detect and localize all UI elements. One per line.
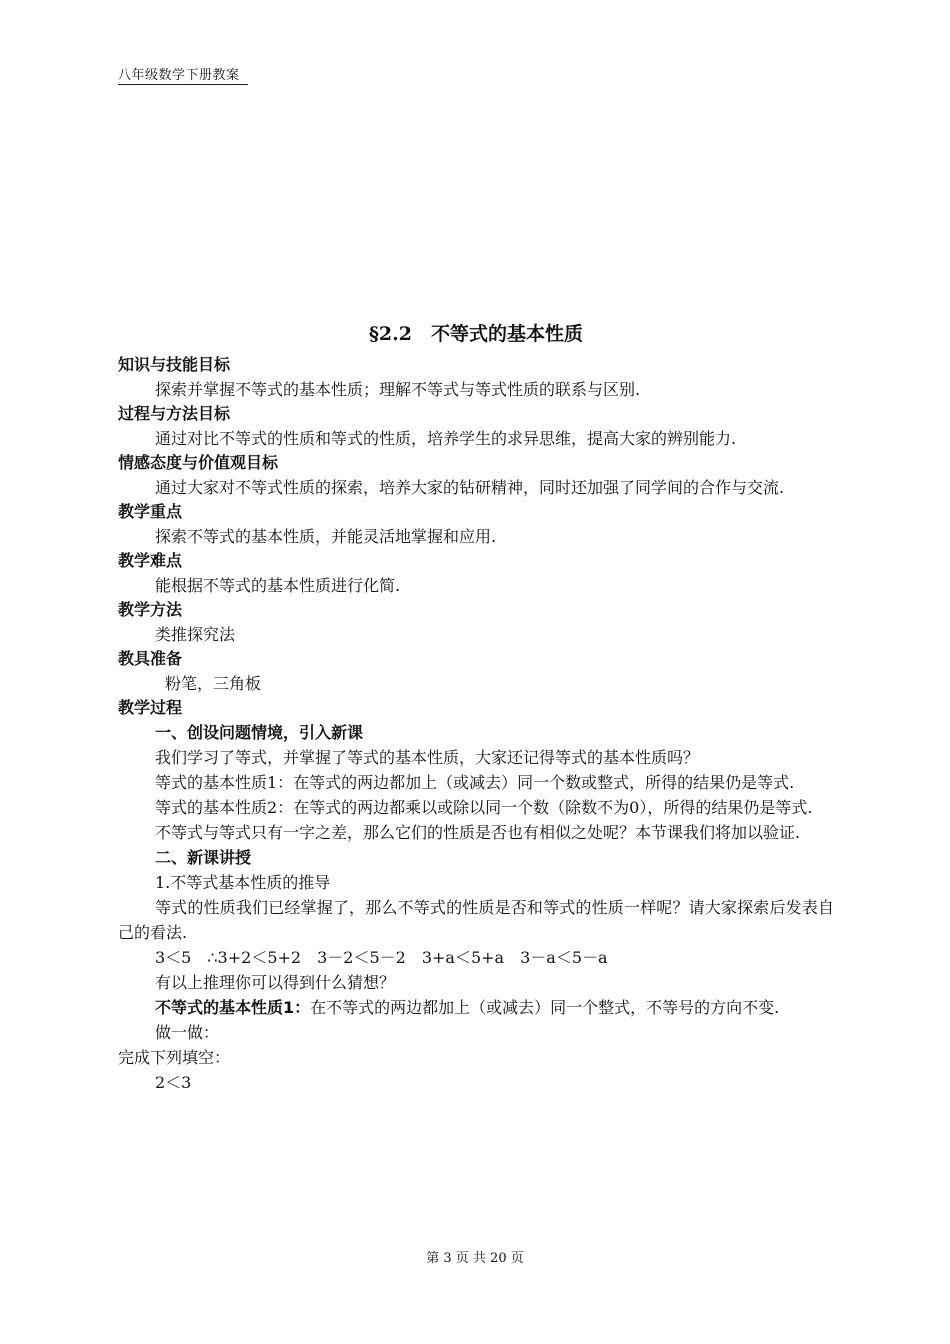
paragraph: 完成下列填空： [118, 1048, 231, 1067]
paragraph: 能根据不等式的基本性质进行化简. [155, 576, 401, 595]
heading-process: 教学过程 [118, 698, 183, 717]
inequality-d: 3+a＜5+a [421, 948, 505, 967]
property-1-text: 在不等式的两边都加上（或减去）同一个整式，不等号的方向不变. [310, 998, 780, 1017]
inequality-a: 3＜5 [155, 948, 192, 967]
paragraph: 探索并掌握不等式的基本性质；理解不等式与等式性质的联系与区别. [155, 380, 641, 399]
page-title: §2.2 不等式的基本性质 [369, 323, 583, 345]
inequality-e: 3－a＜5－a [520, 948, 608, 967]
heading-method: 教学方法 [118, 600, 183, 619]
paragraph: 我们学习了等式，并掌握了等式的基本性质，大家还记得等式的基本性质吗？ [155, 748, 700, 767]
inequality-b: ∴3+2＜5+2 [207, 948, 302, 967]
heading-materials: 教具准备 [118, 649, 183, 668]
subsection-title: 1.不等式基本性质的推导 [155, 873, 331, 892]
paragraph: 等式的基本性质1：在等式的两边都加上（或减去）同一个数或整式，所得的结果仍是等式. [155, 773, 795, 792]
inequality-row [118, 945, 834, 970]
paragraph: 粉笔，三角板 [165, 674, 262, 693]
paragraph: 有以上推理你可以得到什么猜想？ [155, 973, 396, 992]
heading-key-points: 教学重点 [118, 502, 183, 521]
paragraph: 通过大家对不等式性质的探索，培养大家的钻研精神，同时还加强了同学间的合作与交流. [155, 478, 785, 497]
page-footer: 第 3 页 共 20 页 [426, 1251, 524, 1266]
subheading-part2: 二、新课讲授 [155, 848, 252, 867]
paragraph: 2＜3 [155, 1073, 192, 1092]
paragraph: 做一做： [155, 1023, 220, 1042]
paragraph: 不等式与等式只有一字之差，那么它们的性质是否也有相似之处呢？本节课我们将加以验证. [155, 823, 801, 842]
paragraph: 等式的基本性质2：在等式的两边都乘以或除以同一个数（除数不为0），所得的结果仍是等式. [155, 798, 813, 817]
paragraph: 等式的性质我们已经掌握了，那么不等式的性质是否和等式的性质一样呢？请大家探索后发表自己的看法. [118, 898, 834, 942]
heading-difficulties: 教学难点 [118, 551, 183, 570]
heading-process-goals: 过程与方法目标 [118, 404, 231, 423]
property-1 [118, 995, 834, 1020]
heading-attitude-goals: 情感态度与价值观目标 [118, 453, 279, 472]
paragraph: 类推探究法 [155, 625, 236, 644]
property-1-label: 不等式的基本性质1： [155, 998, 311, 1017]
heading-knowledge-goals: 知识与技能目标 [118, 355, 231, 374]
page-header: 八年级数学下册教案 [118, 64, 248, 85]
inequality-c: 3－2＜5－2 [317, 948, 406, 967]
document-body [118, 320, 834, 1095]
paragraph: 通过对比不等式的性质和等式的性质，培养学生的求异思维，提高大家的辨别能力. [155, 429, 737, 448]
subheading-part1: 一、创设问题情境，引入新课 [155, 723, 364, 742]
paragraph: 探索不等式的基本性质，并能灵活地掌握和应用. [155, 527, 497, 546]
